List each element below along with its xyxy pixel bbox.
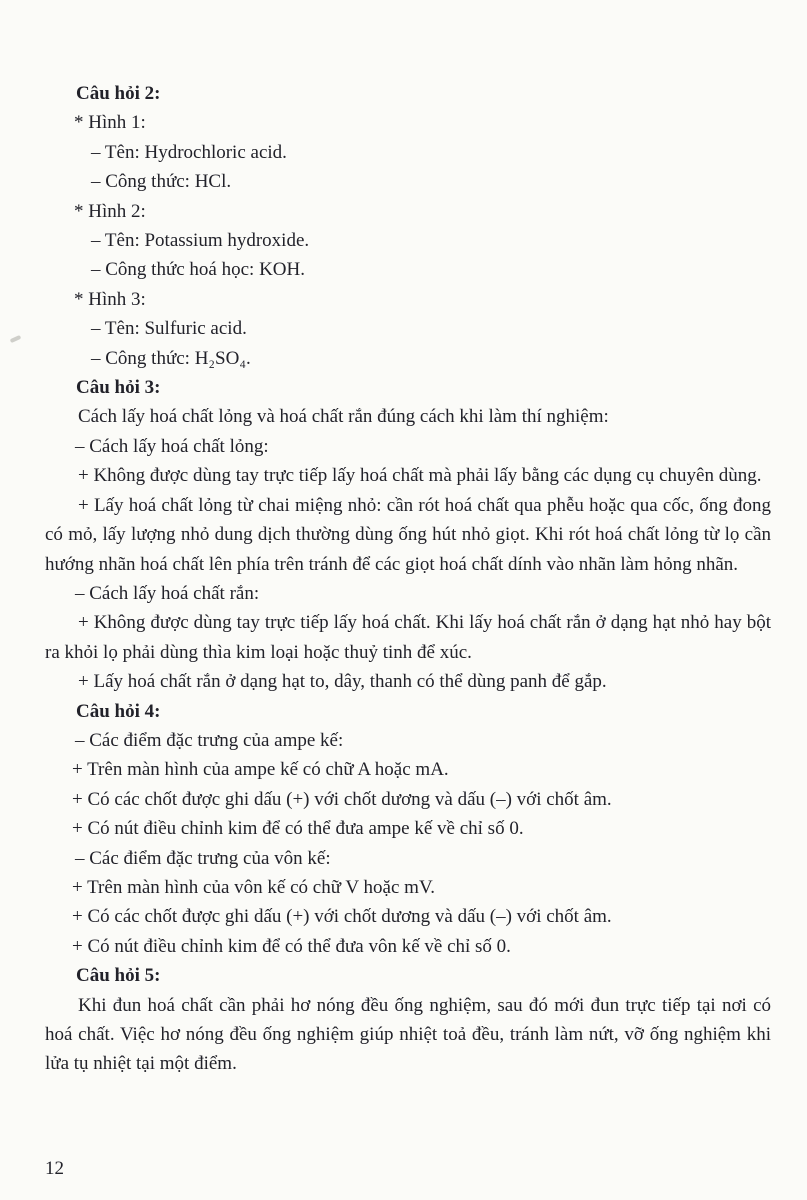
paragraph: + Có các chốt được ghi dấu (+) với chốt dương và dấu (–) với chốt âm. — [72, 788, 612, 810]
paragraph: * Hình 3: — [74, 288, 146, 310]
scan-artifact — [10, 335, 22, 343]
paragraph: * Hình 1: — [74, 112, 146, 134]
paragraph: – Các điểm đặc trưng của vôn kế: — [75, 847, 331, 869]
section-heading: Câu hỏi 5: — [76, 965, 161, 987]
document-body — [45, 79, 771, 1079]
paragraph: – Các điểm đặc trưng của ampe kế: — [75, 729, 344, 751]
paragraph: – Tên: Potassium hydroxide. — [91, 230, 310, 252]
paragraph: + Trên màn hình của vôn kế có chữ V hoặc mV. — [72, 876, 435, 898]
paragraph: + Lấy hoá chất rắn ở dạng hạt to, dây, thanh có thể dùng panh để gắp. — [78, 671, 607, 693]
page-number: 12 — [45, 1158, 64, 1179]
paragraph: – Công thức: H₂SO₄. — [91, 347, 251, 369]
paragraph: – Tên: Hydrochloric acid. — [91, 141, 287, 163]
paragraph: + Có nút điều chỉnh kim để có thể đưa vôn kế về chỉ số 0. — [72, 935, 511, 957]
paragraph: – Công thức: HCl. — [91, 171, 232, 193]
paragraph: * Hình 2: — [74, 200, 146, 222]
section-heading: Câu hỏi 2: — [76, 83, 161, 104]
paragraph: Khi đun hoá chất cần phải hơ nóng đều ống nghiệm, sau đó mới đun trực tiếp tại nơi có hoá chất. Việc hơ nóng đều ống nghiệm giúp nhiệt toả đều, tránh làm nứt, vỡ ống nghiệm khi lửa tụ nhiệt tại một điểm. — [45, 994, 771, 1075]
paragraph: + Có các chốt được ghi dấu (+) với chốt dương và dấu (–) với chốt âm. — [72, 906, 612, 928]
paragraph: – Cách lấy hoá chất lỏng: — [75, 435, 269, 457]
paragraph: – Tên: Sulfuric acid. — [91, 318, 247, 340]
section-heading: Câu hỏi 4: — [76, 700, 161, 722]
paragraph: – Công thức hoá học: KOH. — [91, 259, 305, 281]
paragraph: + Không được dùng tay trực tiếp lấy hoá chất. Khi lấy hoá chất rắn ở dạng hạt nhỏ hay bột ra khỏi lọ phải dùng thìa kim loại hoặc thuỷ tinh để xúc. — [45, 612, 771, 663]
paragraph: – Cách lấy hoá chất rắn: — [75, 582, 260, 604]
section-heading: Câu hỏi 3: — [76, 377, 161, 399]
paragraph: + Không được dùng tay trực tiếp lấy hoá chất mà phải lấy bằng các dụng cụ chuyên dùng. — [78, 465, 762, 487]
paragraph: Cách lấy hoá chất lỏng và hoá chất rắn đúng cách khi làm thí nghiệm: — [78, 406, 609, 428]
paragraph: + Có nút điều chỉnh kim để có thể đưa ampe kế về chỉ số 0. — [72, 818, 524, 840]
paragraph: + Trên màn hình của ampe kế có chữ A hoặc mA. — [72, 759, 449, 781]
paragraph: + Lấy hoá chất lỏng từ chai miệng nhỏ: cần rót hoá chất qua phễu hoặc qua cốc, ống đong có mỏ, lấy lượng nhỏ dung dịch thường dùng ống hút nhỏ giọt. Khi rót hoá chất lỏng từ lọ cần hướng nhãn hoá chất lên phía trên tránh để các giọt hoá chất dính vào nhãn làm hỏng nhãn. — [45, 494, 771, 575]
